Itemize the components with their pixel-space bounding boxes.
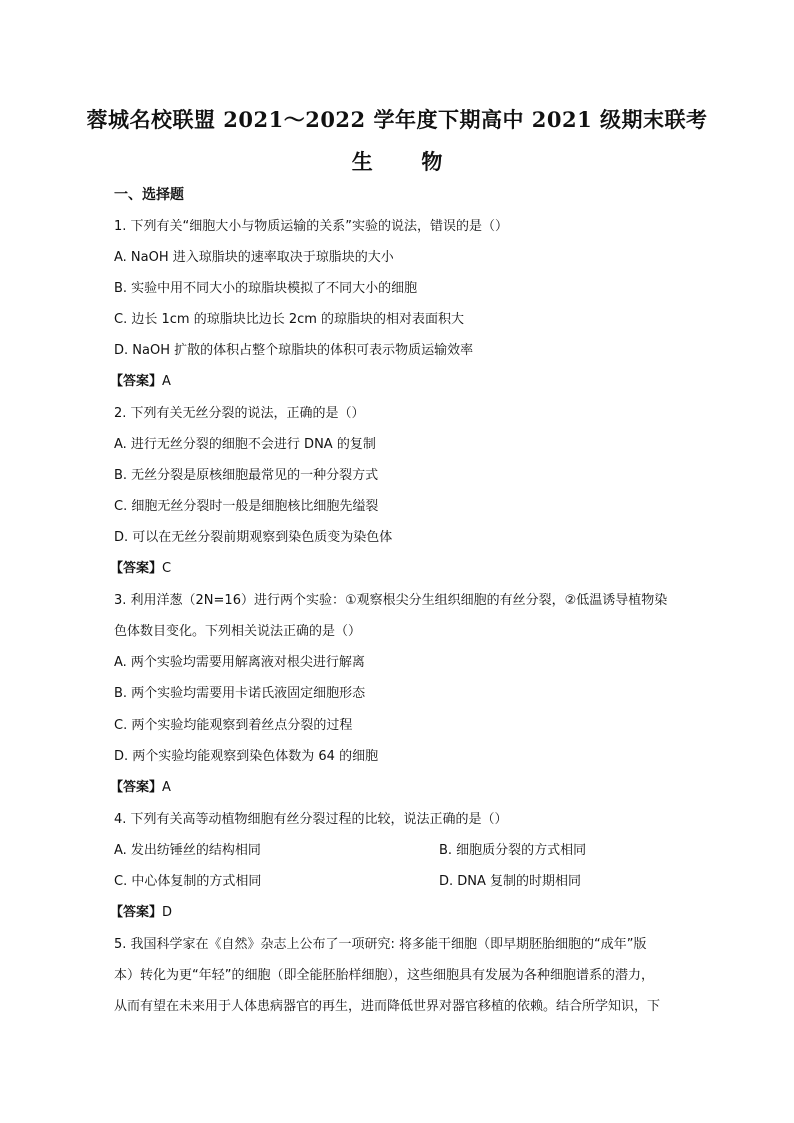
q1-option-c: C. 边长 1cm 的琼脂块比边长 2cm 的琼脂块的相对表面积大: [114, 312, 465, 327]
subject-title: [0, 146, 794, 176]
q4-answer: [110, 903, 172, 923]
q1-stem: 1. 下列有关“细胞大小与物质运输的关系”实验的说法，错误的是（）: [114, 219, 509, 234]
q3-option-b: B. 两个实验均需要用卡诺氏液固定细胞形态: [114, 686, 366, 701]
q2-option-d: D. 可以在无丝分裂前期观察到染色质变为染色体: [114, 530, 393, 545]
q4-option-c: C. 中心体复制的方式相同: [114, 874, 262, 889]
page-title: 蓉城名校联盟 2021～2022 学年度下期高中 2021 级期末联考: [86, 107, 708, 132]
q1-option-b: B. 实验中用不同大小的琼脂块模拟了不同大小的细胞: [114, 281, 418, 296]
subject-char-2: 物: [421, 149, 443, 174]
q4-answer-value: D: [162, 905, 173, 920]
q5-line-1: 5. 我国科学家在《自然》杂志上公布了一项研究: 将多能干细胞（即早期胚胎细胞的“成年”版: [114, 937, 647, 952]
q5-line-3: 从而有望在未来用于人体患病器官的再生，进而降低世界对器官移植的依赖。结合所学知识，下: [114, 999, 661, 1014]
subject-char-1: 生: [351, 149, 373, 174]
q3-option-c: C. 两个实验均能观察到着丝点分裂的过程: [114, 718, 353, 733]
q3-stem-line-2: 色体数目变化。下列相关说法正确的是（）: [114, 624, 362, 639]
q2-option-b: B. 无丝分裂是原核细胞最常见的一种分裂方式: [114, 468, 379, 483]
q5-line-2: 本）转化为更“年轻”的细胞（即全能胚胎样细胞），这些细胞具有发展为各种细胞谱系的潜力，: [114, 968, 654, 983]
q4-answer-label: 【答案】: [110, 905, 163, 920]
q1-answer: [110, 372, 171, 392]
q1-answer-label: 【答案】: [110, 374, 163, 389]
q1-option-a: A. NaOH 进入琼脂块的速率取决于琼脂块的大小: [114, 250, 394, 265]
q4-option-b: B. 细胞质分裂的方式相同: [439, 843, 587, 858]
q1-option-d: D. NaOH 扩散的体积占整个琼脂块的体积可表示物质运输效率: [114, 343, 474, 358]
q3-stem-line-1: 3. 利用洋葱（2N=16）进行两个实验：①观察根尖分生组织细胞的有丝分裂，②低温诱导植物染: [114, 593, 668, 608]
q4-stem: 4. 下列有关高等动植物细胞有丝分裂过程的比较，说法正确的是（）: [114, 812, 508, 827]
q3-option-a: A. 两个实验均需要用解离液对根尖进行解离: [114, 655, 365, 670]
q2-answer-label: 【答案】: [110, 561, 163, 576]
q2-answer: [110, 559, 171, 579]
q4-option-a: A. 发出纺锤丝的结构相同: [114, 843, 261, 858]
q3-answer-label: 【答案】: [110, 780, 163, 795]
q3-answer: [110, 778, 171, 798]
q2-option-c: C. 细胞无丝分裂时一般是细胞核比细胞先缢裂: [114, 499, 379, 514]
q2-answer-value: C: [162, 561, 172, 576]
q4-option-d: D. DNA 复制的时期相同: [439, 874, 582, 889]
q2-option-a: A. 进行无丝分裂的细胞不会进行 DNA 的复制: [114, 437, 376, 452]
q2-stem: 2. 下列有关无丝分裂的说法，正确的是（）: [114, 406, 365, 421]
q3-option-d: D. 两个实验均能观察到染色体数为 64 的细胞: [114, 749, 379, 764]
q3-answer-value: A: [162, 780, 171, 795]
section-heading: 一、选择题: [114, 187, 184, 203]
q1-answer-value: A: [162, 374, 171, 389]
